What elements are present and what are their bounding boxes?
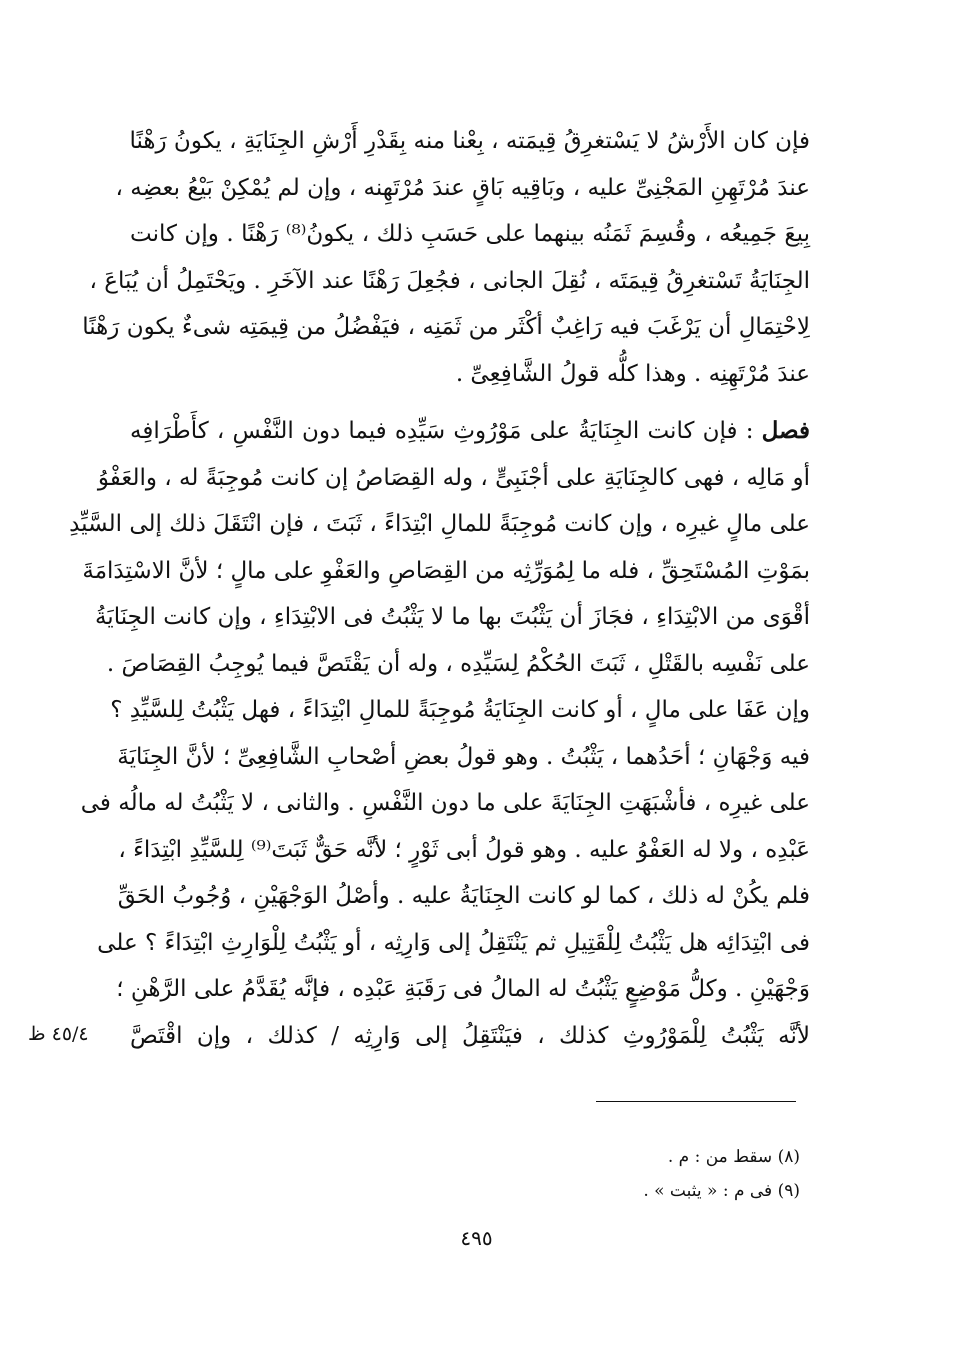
section-heading: فصل xyxy=(761,417,810,444)
paragraph-2 xyxy=(69,408,810,1059)
text-line: فيه وَجْهَانِ ؛ أحَدُهما ، يَثْبُتُ . وهو قولُ بعضِ أصْحابِ الشَّافِعِىِّ ؛ لأنَّ الجِنَايَةَ xyxy=(117,743,810,770)
text-line: وإن عَفَا على مالٍ ، أو كانت الجِنَايَةُ مُوجِبَةً للمالِ ابْتِدَاءً ، فهل يَثْبُتُ لِلسَّيِّدِ ؟ xyxy=(110,697,810,723)
text-line: على مالٍ غيرِه ، وإن كانت مُوجِبَةً للمالِ ابْتِدَاءً ، ثَبَتَ ، فإن انْتَقَلَ ذلك إلى السَّيِّدِ xyxy=(69,511,810,537)
text-line: عَبْدِه ، ولا له العَفْوُ عليه . وهو قولُ أبى ثَوْرٍ ؛ لأنَّه حَقٌّ ثَبَتَ⁽⁹⁾ لِلسَّيِّدِ ابْتِدَاءً ، xyxy=(118,836,810,863)
paragraph-1 xyxy=(82,118,810,397)
text-line: بِيعَ جَمِيعُه ، وقُسِمَ ثَمَنُه بينهما على حَسَبِ ذلك ، يكونُ⁽⁸⁾ رَهْنًا . وإن كانت xyxy=(130,221,810,247)
text-line: الجِنَايَةُ تَسْتغرِقُ قِيمَتَه ، نُقِلَ الجانى ، فجُعِلَ رَهْنًا عند الآخَرِ . ويَحْتَمِلُ أن يُبَاعَ ، xyxy=(89,267,810,294)
text-line: لأنَّه يَثْبُتُ لِلْمَوْرُوثِ كذلك ، فيَنْتَقِلُ إلى وَارِثِه / كذلك ، وإن اقْتَصَّ xyxy=(130,1022,810,1049)
text-line: فلم يكُنْ له ذلك ، كما لو كانت الجِنَايَةُ عليه . وأصْلُ الوَجْهَيْنِ ، وُجُوبُ الحَقِّ xyxy=(117,883,810,909)
text-line: بمَوْتِ المُسْتَحِقِّ ، فله ما لِمُوَرِّثِه من القِصَاصِ والعَفْوِ على مالٍ ؛ لأنَّ الاسْتِدَامَةَ xyxy=(82,557,810,584)
text-line: عندَ مُرْتَهِنِ المَجْنِىِّ عليه ، وبَاقِيه بَاقٍ عندَ مُرْتَهِنه ، وإن لم يُمْكِنْ بَيْعُ بعضِه ، xyxy=(115,174,810,201)
text-line-with-heading xyxy=(130,408,810,455)
text-line: أقْوَى من الابْتِدَاءِ ، فجَازَ أن يَثْبُتَ بها ما لا يَثْبُتُ فى الابْتِدَاءِ ، وإن كانت الجِنَايَةُ xyxy=(94,604,810,630)
page-number: ٤٩٥ xyxy=(460,1226,493,1250)
text-line: عندَ مُرْتَهِنِه . وهذا كلُّه قولُ الشَّافِعِىِّ . xyxy=(455,360,810,387)
text-line: فى ابْتِدَائِه هل يَثْبُتُ لِلْقَتِيلِ ثم يَنْتَقِلُ إلى وَارِثِه ، أو يَثْبُتُ لِلْوَارِثِ ابْتِدَاءً ؟ على xyxy=(97,929,810,956)
text-line-rest: : فإن كانت الجِنَايَةُ على مَوْرُوثِ سَيِّدِه فيما دون النَّفْسِ ، كأَطْرَافِه xyxy=(130,418,754,444)
text-line: على غيرِه ، فأشْبَهَتِ الجِنَايَةَ على ما دون النَّفْسِ . والثانى ، لا يَثْبُتُ له مالُه فى xyxy=(80,790,810,816)
footnote-divider xyxy=(596,1101,796,1102)
margin-folio-note: ٤٥/٤ ظ xyxy=(28,1023,89,1045)
text-line: أو مَالِه ، فهى كالجِنَايَةِ على أجْنَبِىٍّ ، وله القِصَاصُ إن كانت مُوجِبَةً له ، والعَفْوُ xyxy=(97,464,810,491)
text-line: فإن كان الأَرْشُ لا يَسْتغرِقُ قِيمَته ، بِعْنا منه بِقَدْرِ أَرْشِ الجِنَايَةِ ، يكونُ رَهْنًا xyxy=(129,128,810,154)
text-line: لِاحْتِمَالِ أن يَرْغَبَ فيه رَاغِبٌ أكْثَر من ثَمَنِه ، فيَفْضُلُ من قِيمَتِه شىءٌ يكون رَهْنًا xyxy=(82,314,810,340)
footnotes xyxy=(500,1140,800,1208)
text-line: وَجْهَيْنِ . وكلُّ مَوْضِعٍ يَثْبُتُ له المالُ فى رَقَبَةِ عَبْدِه ، فإنَّه يُقَدَّمُ على الرَّهْنِ ؛ xyxy=(116,976,810,1002)
footnote: (٩) فى م : « يثبت » . xyxy=(643,1181,800,1201)
footnote: (٨) سقط من : م . xyxy=(667,1147,800,1167)
text-line: على نَفْسِه بالقَتْلِ ، ثَبَتَ الحُكْمُ لِسَيِّدِه ، وله أن يَقْتَصَّ فيما يُوجِبُ القِصَاصَ . xyxy=(106,650,810,677)
